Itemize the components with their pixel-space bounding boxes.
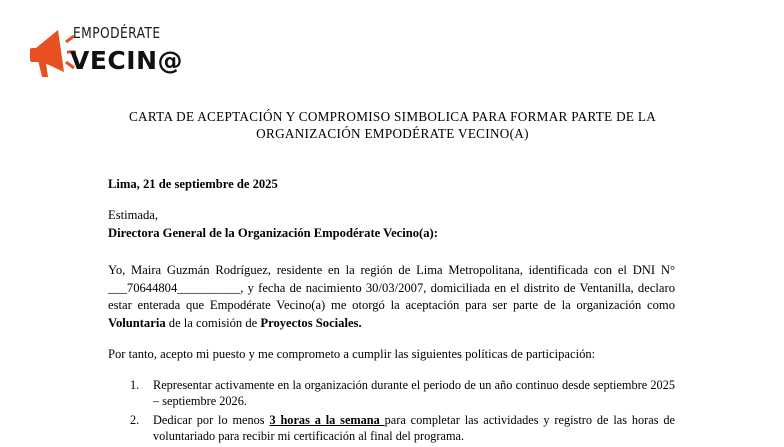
body-paragraph-2: Por tanto, acepto mi puesto y me comprometo a cumplir las siguientes políticas de participación: [108,347,596,361]
megaphone-icon [28,22,76,84]
list-item-text-after: para completar las actividades y registro de las horas de voluntariado para recibir mi certificación al final del programa. [153,413,675,443]
organization-logo [28,22,183,84]
body1-middle: de la comisión de [165,315,261,330]
policy-list [108,377,675,447]
list-item [108,412,675,444]
body-paragraph-1 [108,262,675,332]
list-item-text-before: Dedicar por lo menos [153,413,270,427]
logo-line-1: EMPODÉRATE [73,24,161,42]
commission-text: Proyectos Sociales. [260,315,362,330]
document-title: CARTA DE ACEPTACIÓN Y COMPROMISO SIMBOLICA PARA FORMAR PARTE DE LA ORGANIZACIÓN EMPODÉRATE VECINO(A) [128,109,657,141]
body1-text: Yo, Maira Guzmán Rodríguez, residente en la región de Lima Metropolitana, identificada con el DNI N° ___70644804__________, y fecha de nacimiento 30/03/2007, domiciliada en el distrito de Ventanilla, declaro estar enterada que Empodérate Vecino(a) me otorgó la aceptación para ser parte de la organización como [108,263,675,312]
hours-emphasis: 3 horas a la semana [269,413,385,427]
logo-line-2: VECIN@ [70,46,183,75]
list-number: 2. [130,413,140,427]
list-number: 1. [130,378,140,392]
role-text: Voluntaria [108,315,166,330]
recipient-line: Directora General de la Organización Empodérate Vecino(a): [108,226,438,240]
list-item [108,377,675,409]
greeting: Estimada, [108,208,159,222]
list-item-text: Representar activamente en la organización durante el periodo de un año continuo desde septiembre 2025 – septiembre 2026. [153,378,675,408]
date-line: Lima, 21 de septiembre de 2025 [108,177,278,191]
